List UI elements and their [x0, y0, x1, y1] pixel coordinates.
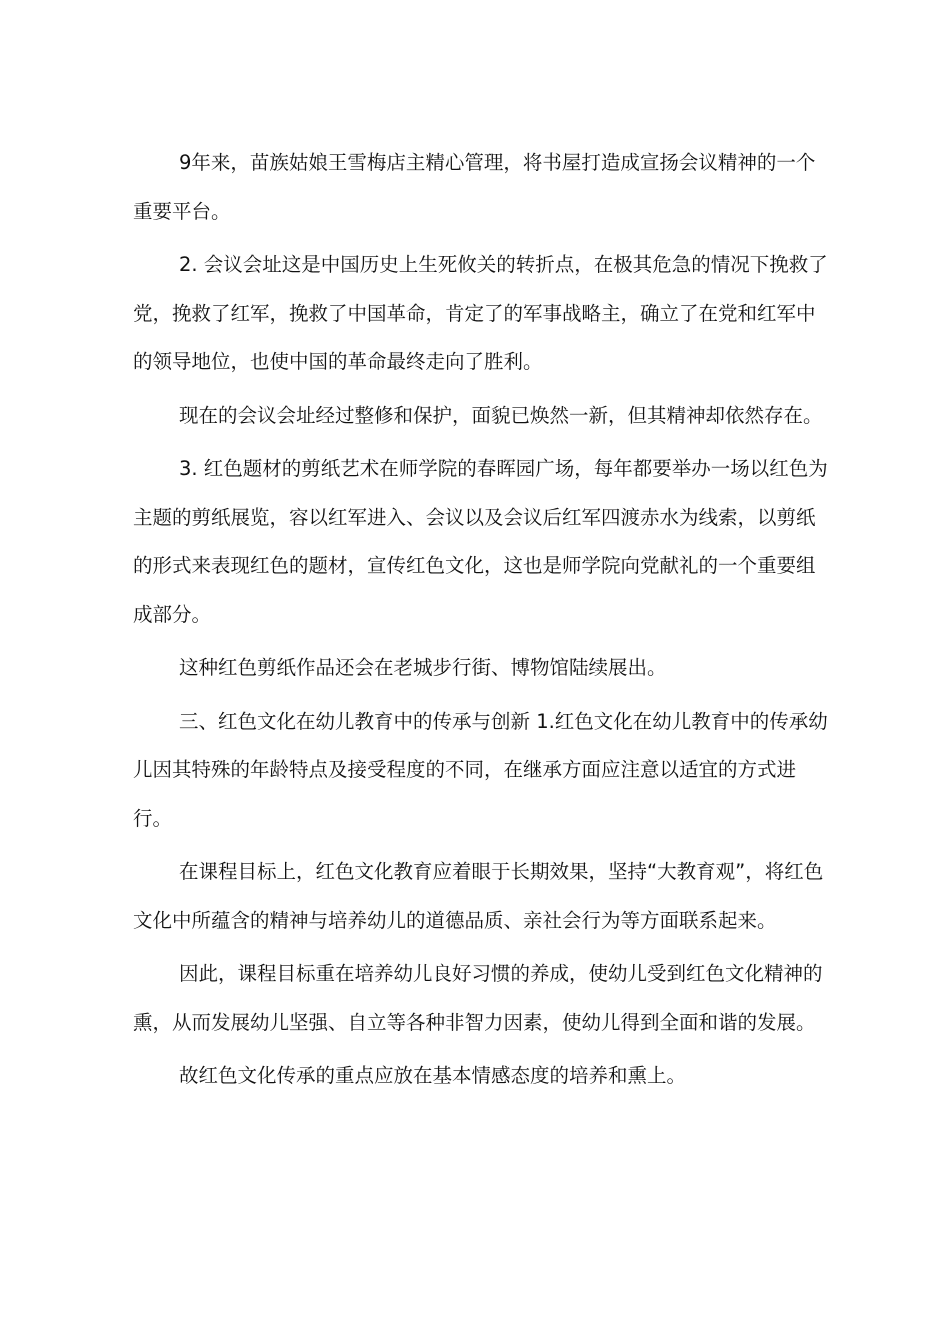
paragraph: 因此，课程目标重在培养幼儿良好习惯的养成，使幼儿受到红色文化精神的熏，从而发展幼儿坚强、自立等各种非智力因素，使幼儿得到全面和谐的发展。	[133, 962, 823, 1034]
paragraph: 9年来，苗族姑娘王雪梅店主精心管理，将书屋打造成宣扬会议精神的一个重要平台。	[133, 151, 816, 223]
paragraph: 在课程目标上，红色文化教育应着眼于长期效果，坚持“大教育观”，将红色文化中所蕴含的精神与培养幼儿的道德品质、亲社会行为等方面联系起来。	[133, 860, 824, 932]
paragraph: 2. 会议会址这是中国历史上生死攸关的转折点，在极其危急的情况下挽救了党，挽救了红军，挽救了中国革命，肯定了的军事战略主，确立了在党和红军中的领导地位，也使中国的革命最终走向了胜利。	[133, 253, 828, 373]
paragraph: 3. 红色题材的剪纸艺术在师学院的春晖园广场，每年都要举办一场以红色为主题的剪纸展览，容以红军进入、会议以及会议后红军四渡赤水为线索，以剪纸的形式来表现红色的题材，宣传红色文化，这也是师学院向党献礼的一个重要组成部分。	[133, 457, 828, 626]
document-body	[133, 139, 833, 1106]
paragraph: 现在的会议会址经过整修和保护，面貌已焕然一新，但其精神却依然存在。	[179, 403, 823, 427]
paragraph: 这种红色剪纸作品还会在老城步行街、博物馆陆续展出。	[179, 656, 667, 679]
paragraph: 故红色文化传承的重点应放在基本情感态度的培养和熏上。	[179, 1064, 687, 1087]
paragraph: 三、红色文化在幼儿教育中的传承与创新 1.红色文化在幼儿教育中的传承幼儿因其特殊的年龄特点及接受程度的不同，在继承方面应注意以适宜的方式进行。	[133, 709, 828, 830]
